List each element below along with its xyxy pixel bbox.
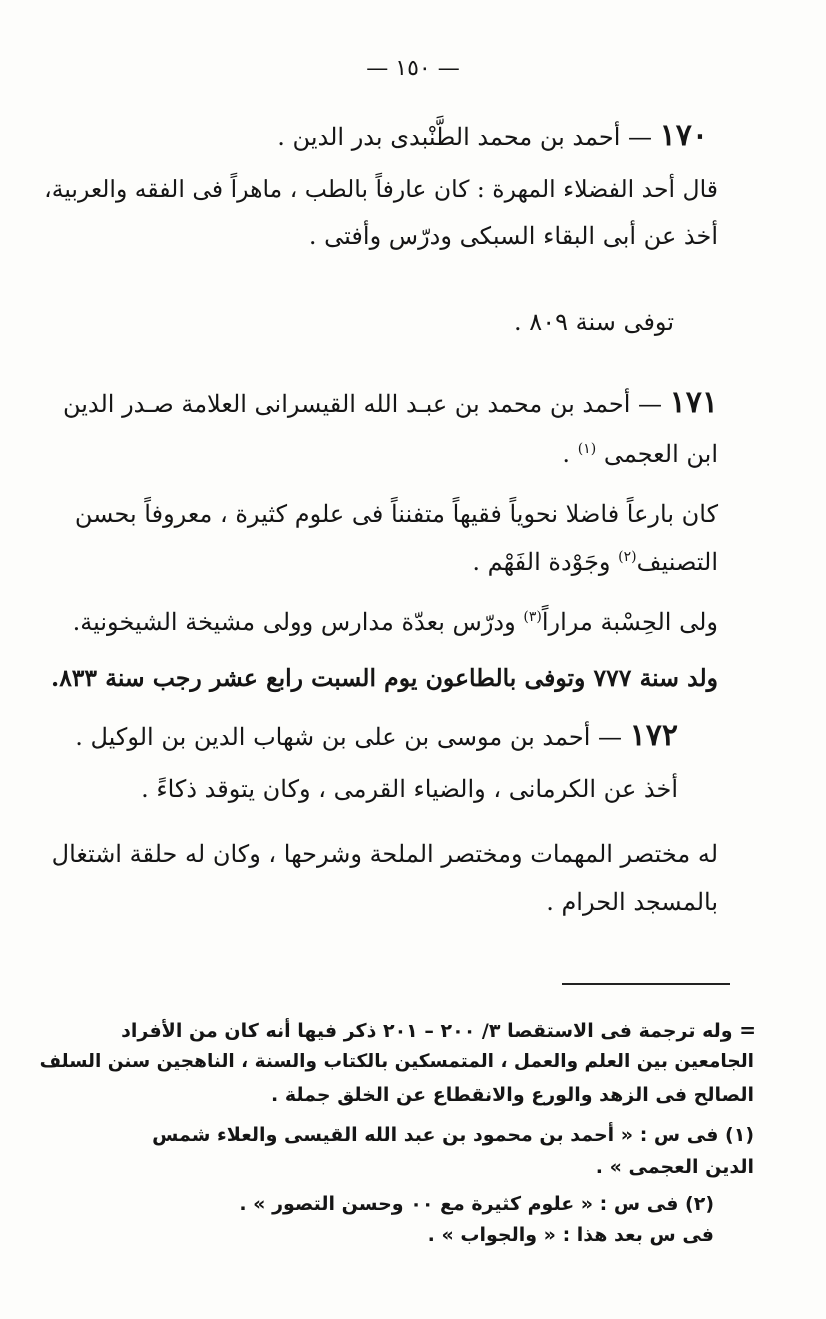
footnote-2-line-2: فى س بعد هذا : « والجواب » . xyxy=(427,1224,714,1246)
entry-number: ١٧٢ xyxy=(629,718,678,753)
line-start: ولى الحِسْبة مراراً xyxy=(541,608,718,636)
heading-cont-end: . xyxy=(562,440,571,468)
page-number: — ١٥٠ — xyxy=(366,56,460,81)
heading-cont-text: ابن العجمى xyxy=(603,440,718,468)
entry-heading-text: أحمد بن موسى بن على بن شهاب الدين بن الوكيل . xyxy=(75,723,591,751)
entry-171-heading xyxy=(63,385,718,421)
entry-170-line-3: توفى سنة ٨٠٩ . xyxy=(514,308,674,336)
footnote-marker: = xyxy=(739,1018,756,1042)
line-rest: وجَوْدة الفَهْم . xyxy=(472,548,611,576)
footnote-separator xyxy=(562,983,730,985)
entry-170-line-2: أخذ عن أبى البقاء السبكى ودرّس وأفتى . xyxy=(308,222,718,250)
footnote-main-line-3: الصالح فى الزهد والورع والانقطاع عن الخلق جملة . xyxy=(271,1084,754,1106)
footnote-1-line-1: (١) فى س : « أحمد بن محمود بن عبد الله القيسى والعلاء شمس xyxy=(152,1124,754,1146)
entry-170-heading xyxy=(277,118,708,154)
entry-171-heading-cont xyxy=(562,440,718,469)
entry-dash: — xyxy=(628,123,653,151)
footnote-1-line-2: الدين العجمى » . xyxy=(595,1156,754,1178)
footnote-2-line-1: (٢) فى س : « علوم كثيرة مع ٠٠ وحسن التصور » . xyxy=(239,1193,714,1215)
entry-172-line-3: بالمسجد الحرام . xyxy=(546,888,718,916)
line-rest: ودرّس بعدّة مدارس وولى مشيخة الشيخونية. xyxy=(72,608,516,636)
footnote-ref: (٣) xyxy=(523,609,542,625)
footnote-main-line-1 xyxy=(121,1018,756,1044)
entry-dash: — xyxy=(638,390,663,418)
entry-172-line-2: له مختصر المهمات ومختصر الملحة وشرحها ، وكان له حلقة اشتغال xyxy=(51,840,718,868)
entry-number: ١٧٠ xyxy=(659,118,708,153)
footnote-ref: (١) xyxy=(577,441,597,457)
entry-171-line-4: ولد سنة ٧٧٧ وتوفى بالطاعون يوم السبت رابع عشر رجب سنة ٨٣٣. xyxy=(51,664,718,692)
entry-171-line-2 xyxy=(472,548,718,577)
entry-171-line-3 xyxy=(73,608,718,637)
entry-number: ١٧١ xyxy=(669,385,718,420)
entry-171-line-1: كان بارعاً فاضلا نحوياً فقيهاً متفنناً فى علوم كثيرة ، معروفاً بحسن xyxy=(74,500,718,528)
entry-170-line-1: قال أحد الفضلاء المهرة : كان عارفاً بالطب ، ماهراً فى الفقه والعربية، xyxy=(44,175,718,203)
entry-172-line-1: أخذ عن الكرمانى ، والضياء القرمى ، وكان يتوقد ذكاءً . xyxy=(141,775,678,803)
footnote-main-line-2: الجامعين بين العلم والعمل ، المتمسكين بالكتاب والسنة ، الناهجين سنن السلف xyxy=(39,1051,754,1072)
line-start: التصنيف xyxy=(636,548,718,576)
entry-172-heading xyxy=(75,718,678,754)
entry-heading-text: أحمد بن محمد الطَّنْبدى بدر الدين . xyxy=(277,123,621,151)
footnote-text: وله ترجمة فى الاستقصا ٣/ ٢٠٠ – ٢٠١ ذكر فيها أنه كان من الأفراد xyxy=(121,1020,733,1042)
entry-dash: — xyxy=(598,723,623,751)
footnote-ref: (٢) xyxy=(618,549,637,565)
entry-heading-text: أحمد بن محمد بن عبـد الله القيسرانى العلامة صـدر الدين xyxy=(62,390,631,418)
